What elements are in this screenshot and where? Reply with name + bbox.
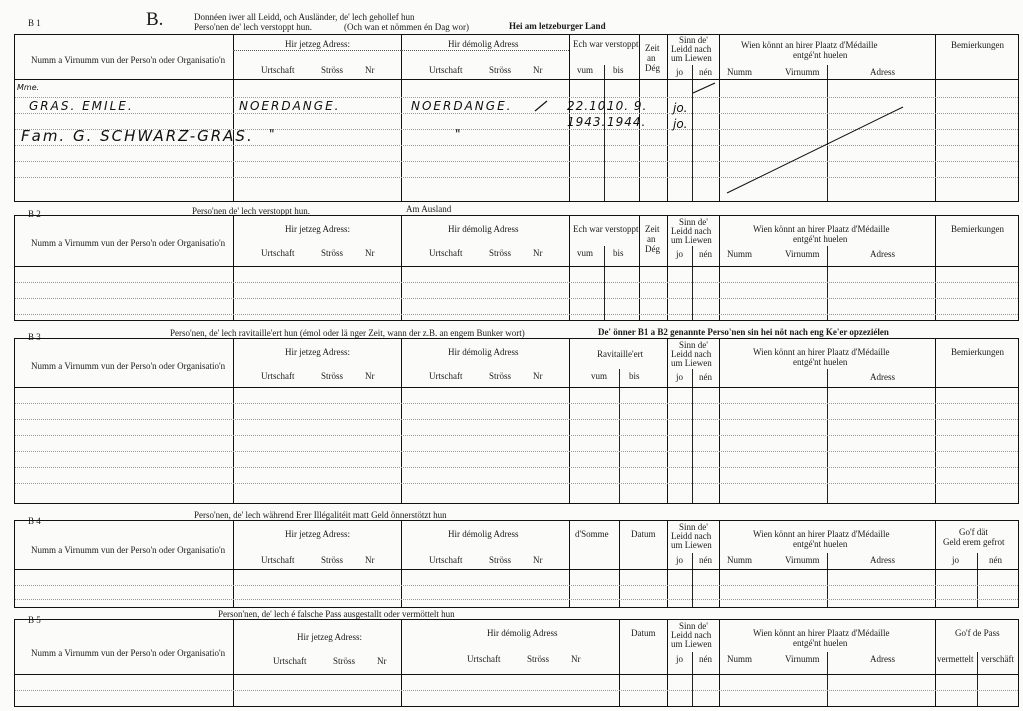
b3-nen: nén — [699, 372, 712, 382]
b1-nen: nén — [699, 67, 712, 77]
b5-sinn-3: um Liewen — [671, 639, 712, 649]
section-b3 — [14, 326, 1019, 504]
b3-vum: vum — [591, 371, 608, 381]
b2-nr-2: Nr — [533, 248, 543, 258]
b2-bemierkungen: Bemierkungen — [951, 224, 1004, 234]
b5-verschaft: verschäft — [981, 654, 1014, 664]
b2-table — [14, 215, 1019, 321]
b1-zeit-3: Dég — [645, 63, 660, 73]
b2-verstoppt: Ech war verstoppt — [573, 224, 639, 234]
b5-adress: Adress — [870, 654, 895, 664]
b4-col-demolig: Hir démolig Adress — [448, 529, 519, 539]
b1-title-3: Hei am letzeburger Land — [509, 21, 606, 31]
b5-gof: Go'f de Pass — [955, 628, 1000, 638]
b2-bis: bis — [613, 248, 624, 258]
b1-urtschaft-2: Urtschaft — [429, 65, 463, 75]
b1-title-2: Perso'nen de' lech verstoppt hun. — [194, 22, 312, 32]
b3-urtschaft-2: Urtschaft — [429, 371, 463, 381]
b3-title-2: De' önner B1 a B2 genannte Perso'nen sin hei nöt nach eng Ke'er opzeziélen — [598, 327, 889, 337]
b4-virnumm: Virnumm — [785, 555, 820, 565]
b5-nen: nén — [699, 654, 712, 664]
b4-wien-1: Wien könnt an hirer Plaatz d'Médaille — [753, 529, 890, 539]
b1-strokes — [15, 35, 1020, 203]
b3-ravit: Ravitaille'ert — [597, 349, 644, 359]
b3-wien-1: Wien könnt an hirer Plaatz d'Médaille — [753, 347, 890, 357]
b1-bis: bis — [613, 65, 624, 75]
b5-title: Person'nen, de' lech é falsche Pass ausgestallt oder vermöttelt hun — [218, 609, 455, 619]
b2-title: Perso'nen de' lech verstoppt hun. — [192, 206, 310, 216]
b3-sinn-1: Sinn de' — [679, 340, 708, 350]
b2-adress: Adress — [870, 249, 895, 259]
b2-wien-2: entgé'nt huelen — [793, 234, 848, 244]
b5-jo: jo — [676, 654, 684, 664]
b4-col-name: Numm a Virnumm vun der Perso'n oder Organisatio'n — [31, 545, 226, 555]
b5-wien-2: entgé'nt huelen — [793, 638, 848, 648]
entry-1-bis: 10. 9. — [607, 99, 648, 113]
b1-vum: vum — [577, 65, 594, 75]
b4-code: B 4 — [28, 516, 41, 526]
b5-nr-2: Nr — [571, 654, 581, 664]
b3-col-demolig: Hir démolig Adress — [448, 347, 519, 357]
b2-zeit-3: Dég — [645, 244, 660, 254]
b3-title: Perso'nen, de' lech ravitaille'ert hun (émol oder lä nger Zeit, wann der z.B. an engem Bunker wort) — [170, 328, 525, 338]
b5-stross: Ströss — [333, 656, 356, 666]
entry-1-jo: jo. — [673, 101, 688, 115]
entry-2-bis: 1944. — [607, 115, 647, 129]
b5-virnumm: Virnumm — [785, 654, 820, 664]
b5-col-demolig: Hir démolig Adress — [487, 628, 558, 638]
entry-2-urtschaft: " — [269, 127, 277, 141]
b2-stross-2: Ströss — [489, 248, 512, 258]
b1-nr: Nr — [365, 65, 375, 75]
b1-sinn-1: Sinn de' — [679, 35, 708, 45]
b3-stross-2: Ströss — [489, 371, 512, 381]
section-b5 — [14, 609, 1019, 707]
b4-numm: Numm — [727, 555, 753, 565]
b2-jo: jo — [676, 249, 684, 259]
b5-col-name: Numm a Virnumm vun der Perso'n oder Organisatio'n — [31, 648, 226, 658]
b3-nr-2: Nr — [533, 371, 543, 381]
b4-nen: nén — [699, 555, 712, 565]
b3-sinn-2: Leidd nach — [671, 349, 712, 359]
b4-jo: jo — [676, 555, 684, 565]
section-b2 — [14, 203, 1019, 321]
b5-sinn-2: Leidd nach — [671, 630, 712, 640]
b2-sinn-2: Leidd nach — [671, 226, 712, 236]
b3-bis: bis — [629, 371, 640, 381]
entry-2-jo: jo. — [673, 117, 688, 131]
b1-title-2b: (Och wan et nömmen én Dag wor) — [344, 22, 469, 32]
section-b4 — [14, 510, 1019, 608]
b4-wien-2: entgé'nt huelen — [793, 539, 848, 549]
b2-col-name: Numm a Virnumm vun der Perso'n oder Organisatio'n — [31, 238, 226, 248]
b2-virnumm: Virnumm — [785, 249, 820, 259]
b1-zeit-2: an — [647, 53, 656, 63]
b4-urtschaft: Urtschaft — [261, 555, 295, 565]
b2-stross: Ströss — [321, 248, 344, 258]
b4-sinn-2: Leidd nach — [671, 531, 712, 541]
b3-col-name: Numm a Virnumm vun der Perso'n oder Organisatio'n — [31, 361, 226, 371]
form-letter: B. — [146, 9, 164, 30]
b4-table — [14, 520, 1019, 608]
b1-numm: Numm — [727, 67, 753, 77]
b1-col-jetzeg: Hir jetzeg Adress: — [285, 39, 350, 49]
b4-datum: Datum — [631, 529, 656, 539]
b4-gof-jo: jo — [952, 555, 960, 565]
b3-bemierkungen: Bemierkungen — [951, 347, 1004, 357]
b3-jo: jo — [676, 372, 684, 382]
b2-vum: vum — [577, 248, 594, 258]
b5-stross-2: Ströss — [527, 654, 550, 664]
b2-col-demolig: Hir démolig Adress — [448, 224, 519, 234]
b5-nr: Nr — [377, 656, 387, 666]
b4-gof-1: Go'f dät — [959, 527, 988, 537]
entry-2-demolig: " — [455, 127, 463, 141]
b1-adress: Adress — [870, 67, 895, 77]
b2-zeit: Zeit — [645, 224, 660, 234]
b4-gof-nen: nén — [989, 555, 1002, 565]
b5-col-jetzeg: Hir jetzeg Adress: — [297, 632, 362, 642]
b2-wien-1: Wien könnt an hirer Plaatz d'Médaille — [753, 224, 890, 234]
b4-nr: Nr — [365, 555, 375, 565]
b1-code: B 1 — [28, 18, 41, 28]
b1-stross: Ströss — [321, 65, 344, 75]
b1-urtschaft: Urtschaft — [261, 65, 295, 75]
b3-code: B 3 — [28, 332, 41, 342]
entry-2-vum: 1943. — [567, 115, 607, 129]
b4-adress: Adress — [870, 555, 895, 565]
b3-wien-2: entgé'nt huelen — [793, 357, 848, 367]
b2-numm: Numm — [727, 249, 753, 259]
b4-nr-2: Nr — [533, 555, 543, 565]
b1-wien-1: Wien könnt an hirer Plaatz d'Médaille — [741, 40, 878, 50]
b4-somme: d'Somme — [575, 529, 609, 539]
b3-adress: Adress — [870, 372, 895, 382]
b3-col-jetzeg: Hir jetzeg Adress: — [285, 347, 350, 357]
b2-sinn-1: Sinn de' — [679, 217, 708, 227]
b5-sinn-1: Sinn de' — [679, 621, 708, 631]
b1-bemierkungen: Bemierkungen — [951, 40, 1004, 50]
b1-title-1: Donnéen iwer all Leidd, och Ausländer, de' lech gehollef hun — [194, 12, 415, 22]
entry-1-prefix: Mme. — [17, 83, 40, 92]
b1-table — [14, 34, 1019, 202]
section-b1 — [14, 6, 1019, 202]
b1-sinn-3: um Liewen — [671, 53, 712, 63]
b2-nr: Nr — [365, 248, 375, 258]
b4-sinn-1: Sinn de' — [679, 522, 708, 532]
b3-sinn-3: um Liewen — [671, 358, 712, 368]
b4-stross: Ströss — [321, 555, 344, 565]
b4-urtschaft-2: Urtschaft — [429, 555, 463, 565]
b1-nr-2: Nr — [533, 65, 543, 75]
b2-title-2: Am Ausland — [406, 204, 452, 214]
b1-wien-2: entgé'nt huelen — [793, 50, 848, 60]
b1-stross-2: Ströss — [489, 65, 512, 75]
b2-sinn-3: um Liewen — [671, 235, 712, 245]
b2-col-jetzeg: Hir jetzeg Adress: — [285, 224, 350, 234]
b2-urtschaft: Urtschaft — [261, 248, 295, 258]
b5-code: B 5 — [28, 615, 41, 625]
b3-nr: Nr — [365, 371, 375, 381]
b1-verstoppt: Ech war verstoppt — [573, 39, 639, 49]
entry-2-name: Fam. G. SCHWARZ-GRAS. — [21, 127, 254, 145]
b1-sinn-2: Leidd nach — [671, 44, 712, 54]
b3-urtschaft: Urtschaft — [261, 371, 295, 381]
b5-urtschaft-2: Urtschaft — [467, 654, 501, 664]
b4-title: Perso'nen, de' lech während Erer Illégalitéit matt Geld önnerstötzt hun — [194, 510, 447, 520]
entry-1-urtschaft: NOERDANGE. — [239, 99, 341, 113]
b2-code: B 2 — [28, 209, 41, 219]
b1-jo: jo — [676, 67, 684, 77]
b5-datum: Datum — [631, 628, 656, 638]
b5-numm: Numm — [727, 654, 753, 664]
b2-urtschaft-2: Urtschaft — [429, 248, 463, 258]
b4-gof-2: Geld erem gefrot — [943, 537, 1005, 547]
b5-wien-1: Wien könnt an hirer Plaatz d'Médaille — [753, 628, 890, 638]
b5-urtschaft: Urtschaft — [273, 656, 307, 666]
entry-1-vum: 22.10. — [567, 99, 612, 113]
b3-stross: Ströss — [321, 371, 344, 381]
b4-sinn-3: um Liewen — [671, 540, 712, 550]
b1-virnumm: Virnumm — [785, 67, 820, 77]
b1-col-demolig: Hir démolig Adress — [448, 39, 519, 49]
b4-stross-2: Ströss — [489, 555, 512, 565]
entry-1-name: GRAS. EMILE. — [29, 99, 134, 113]
entry-1-demolig: NOERDANGE. — [411, 99, 513, 113]
b5-vermettelt: vermettelt — [937, 654, 974, 664]
b1-col-name: Numm a Virnumm vun der Perso'n oder Organisatio'n — [31, 55, 226, 65]
b3-table — [14, 338, 1019, 504]
b4-col-jetzeg: Hir jetzeg Adress: — [285, 529, 350, 539]
b2-nen: nén — [699, 249, 712, 259]
b1-zeit: Zeit — [645, 43, 660, 53]
b2-zeit-2: an — [647, 234, 656, 244]
b5-table — [14, 619, 1019, 707]
